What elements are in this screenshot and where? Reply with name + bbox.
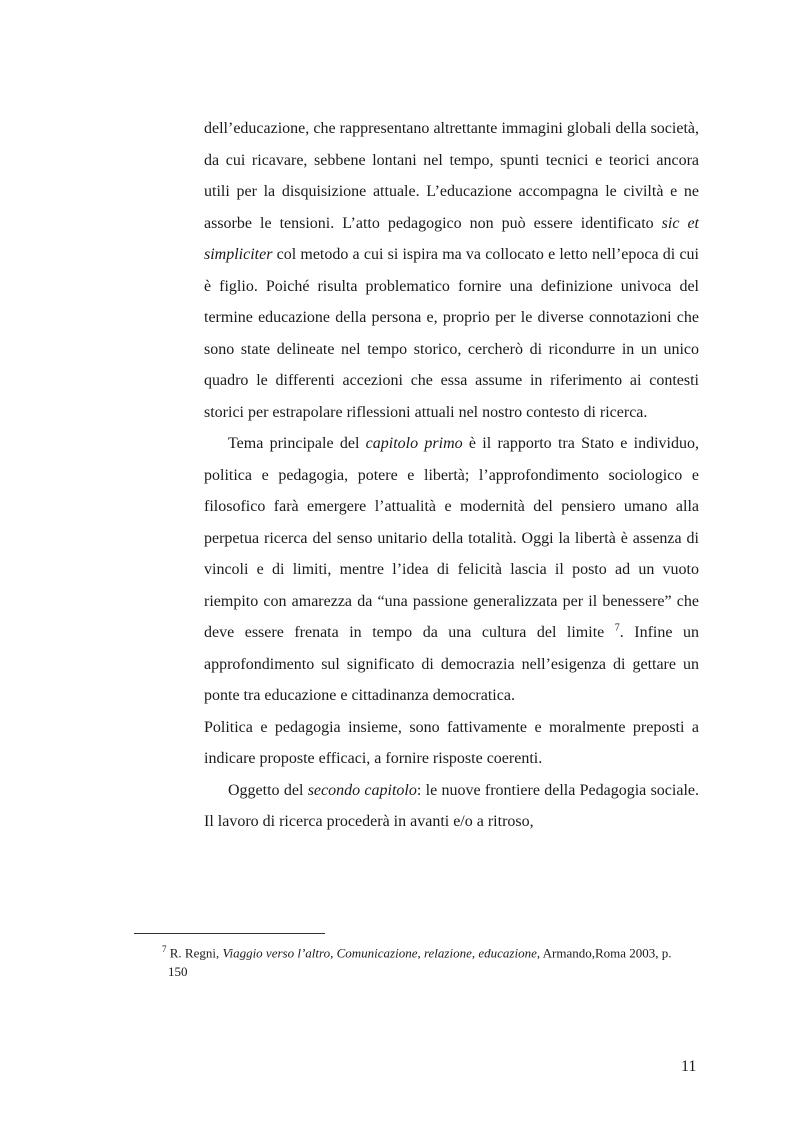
footnote-title: Viaggio verso l’altro, Comunicazione, relazione, educazione, [222,945,541,961]
italic-phrase: secondo capitolo [307,781,417,799]
body-text [204,113,699,838]
footnote-author: R. Regni, [166,945,223,961]
footnote-number: 7 [162,944,167,954]
page-number: 11 [681,1058,697,1075]
footnote [162,940,688,981]
text-run: è il rapporto tra Stato e individuo, politica e pedagogia, potere e libertà; l’approfondimento sociologico e filosofico farà emergere l’attualità e modernità del pensiero umano alla perpetua ricerca del senso unitario della totalità. Oggi la libertà è assenza di vincoli e di limiti, mentre l’idea di felicità lascia il posto ad un vuoto riempito con amarezza da “una passione generalizzata per il benessere” che deve essere frenata in tempo da una cultura del limite [204,435,699,641]
text-run: Oggetto del [228,781,308,799]
text-run: Politica e pedagogia insieme, sono fattivamente e moralmente preposti a indicare proposte efficaci, a fornire risposte coerenti. [204,718,699,767]
text-run: . Infine un approfondimento sul significato di democrazia nell’esigenza di gettare un ponte tra educazione e cittadinanza democratica. [204,624,699,704]
text-run: dell’educazione, che rappresentano altrettante immagini globali della società, da cui ricavare, sebbene lontani nel tempo, spunti tecnici e teorici ancora utili per la disquisizione attuale. L’educazione accompagna le civiltà e ne assorbe le tensioni. L’atto pedagogico non può essere identificato [204,120,699,232]
text-run: Tema principale del [228,435,366,452]
paragraph [204,712,699,775]
footnote-details: Armando,Roma 2003, p. 150 [168,945,672,980]
paragraph [204,775,699,838]
text-run: col metodo a cui si ispira ma va collocato e letto nell’epoca di cui è figlio. Poiché risulta problematico fornire una definizione univoca del termine educazione della persona e, proprio per le diverse connotazioni che sono state delineate nel tempo storico, cercherò di ricondurre in un unico quadro le differenti accezioni che essa assume in riferimento ai contesti storici per estrapolare riflessioni attuali nel nostro contesto di ricerca. [204,246,699,421]
italic-phrase: capitolo primo [365,435,463,452]
italic-phrase: sic et simpliciter [204,214,699,263]
paragraph [204,428,699,712]
paragraph [204,113,699,428]
footnote-reference[interactable]: 7 [614,622,620,634]
footnote-divider [134,933,325,934]
text-run: : le nuove frontiere della Pedagogia sociale. Il lavoro di ricerca procederà in avanti e/o a ritroso, [204,781,700,830]
